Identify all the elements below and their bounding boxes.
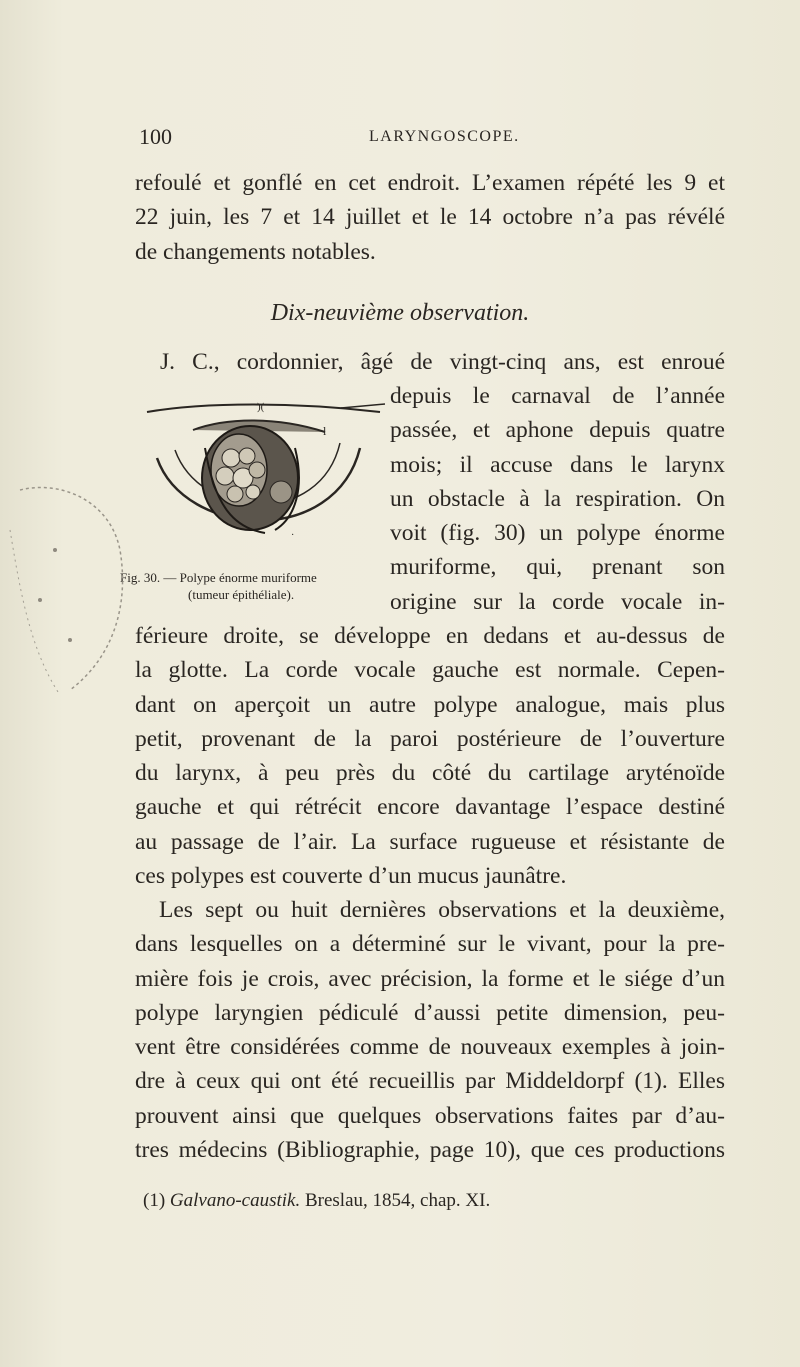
- observation-paragraph: [135, 619, 725, 893]
- figure-caption: [120, 569, 368, 603]
- larynx-polyp-illustration: [145, 388, 385, 568]
- svg-text:·: ·: [291, 530, 295, 541]
- footnote-text: Breslau, 1854, chap. XI.: [304, 1190, 491, 1211]
- text-line: de changements notables.: [135, 238, 376, 265]
- text-line: petit, provenant de la paroi postérieure de l’ouverture: [135, 725, 725, 752]
- footnote-marker: (1): [143, 1190, 166, 1211]
- text-line: Les sept ou huit dernières observations et la deuxième,: [159, 897, 725, 923]
- figure-caption-line: (tumeur épithéliale).: [188, 587, 295, 602]
- text-line: au passage de l’air. La surface rugueuse et résistante de: [135, 828, 725, 855]
- text-line: 22 juin, les 7 et 14 juillet et le 14 octobre n’a pas révélé: [135, 204, 725, 231]
- text-line: mière fois je crois, avec précision, la forme et le siége d’un: [135, 965, 725, 992]
- text-line: du larynx, à peu près du côté du cartilage aryténoïde: [135, 760, 725, 787]
- text-line: dre à ceux qui ont été recueillis par Middeldorpf (1). Elles: [135, 1068, 725, 1095]
- text-line: J. C., cordonnier, âgé de vingt-cinq ans, est enroué: [160, 349, 725, 375]
- observation-first-line: [160, 345, 725, 379]
- figure-caption-line: Fig. 30. — Polype énorme muriforme: [120, 570, 317, 585]
- footnote: [143, 1190, 490, 1212]
- text-line: depuis le carnaval de l’année: [390, 383, 725, 409]
- text-line: voit (fig. 30) un polype énorme: [390, 520, 725, 547]
- library-stamp-mark: [0, 470, 130, 710]
- observation-wrapped-text: [390, 379, 725, 619]
- page-number: 100: [139, 124, 172, 149]
- text-line: gauche et qui rétrécit encore davantage l’espace destiné: [135, 794, 725, 821]
- text-line: un obstacle à la respiration. On: [390, 485, 725, 512]
- text-line: dans lesquelles on a déterminé sur le vivant, pour la pre-: [135, 931, 725, 958]
- text-line: vent être considérées comme de nouveaux exemples à join-: [135, 1034, 725, 1061]
- text-line: ces polypes est couverte d’un mucus jaunâtre.: [135, 863, 567, 890]
- text-line: tres médecins (Bibliographie, page 10), que ces productions: [135, 1137, 725, 1164]
- text-line: prouvent ainsi que quelques observations faites par d’au-: [135, 1102, 725, 1129]
- text-line: polype laryngien pédiculé d’aussi petite dimension, peu-: [135, 999, 725, 1026]
- svg-text:l: l: [323, 424, 327, 438]
- section-title: Dix-neuvième observation.: [270, 300, 530, 326]
- text-line: mois; il accuse dans le larynx: [390, 451, 725, 478]
- text-line: refoulé et gonflé en cet endroit. L’examen répété les 9 et: [135, 170, 725, 196]
- text-line: passée, et aphone depuis quatre: [390, 417, 725, 444]
- svg-text:)(: )(: [257, 401, 265, 413]
- text-line: férieure droite, se développe en dedans et au-dessus de: [135, 623, 725, 649]
- text-line: la glotte. La corde vocale gauche est normale. Cepen-: [135, 657, 725, 684]
- footnote-title: Galvano-caustik.: [169, 1190, 301, 1211]
- text-line: muriforme, qui, prenant son: [390, 554, 725, 581]
- top-paragraph: [135, 166, 725, 269]
- page-header: [139, 124, 679, 154]
- running-head: LARYNGOSCOPE.: [369, 128, 520, 145]
- text-line: origine sur la corde vocale in-: [390, 588, 725, 615]
- conclusion-paragraph: [135, 893, 725, 1167]
- text-line: dant on aperçoit un autre polype analogue, mais plus: [135, 691, 725, 718]
